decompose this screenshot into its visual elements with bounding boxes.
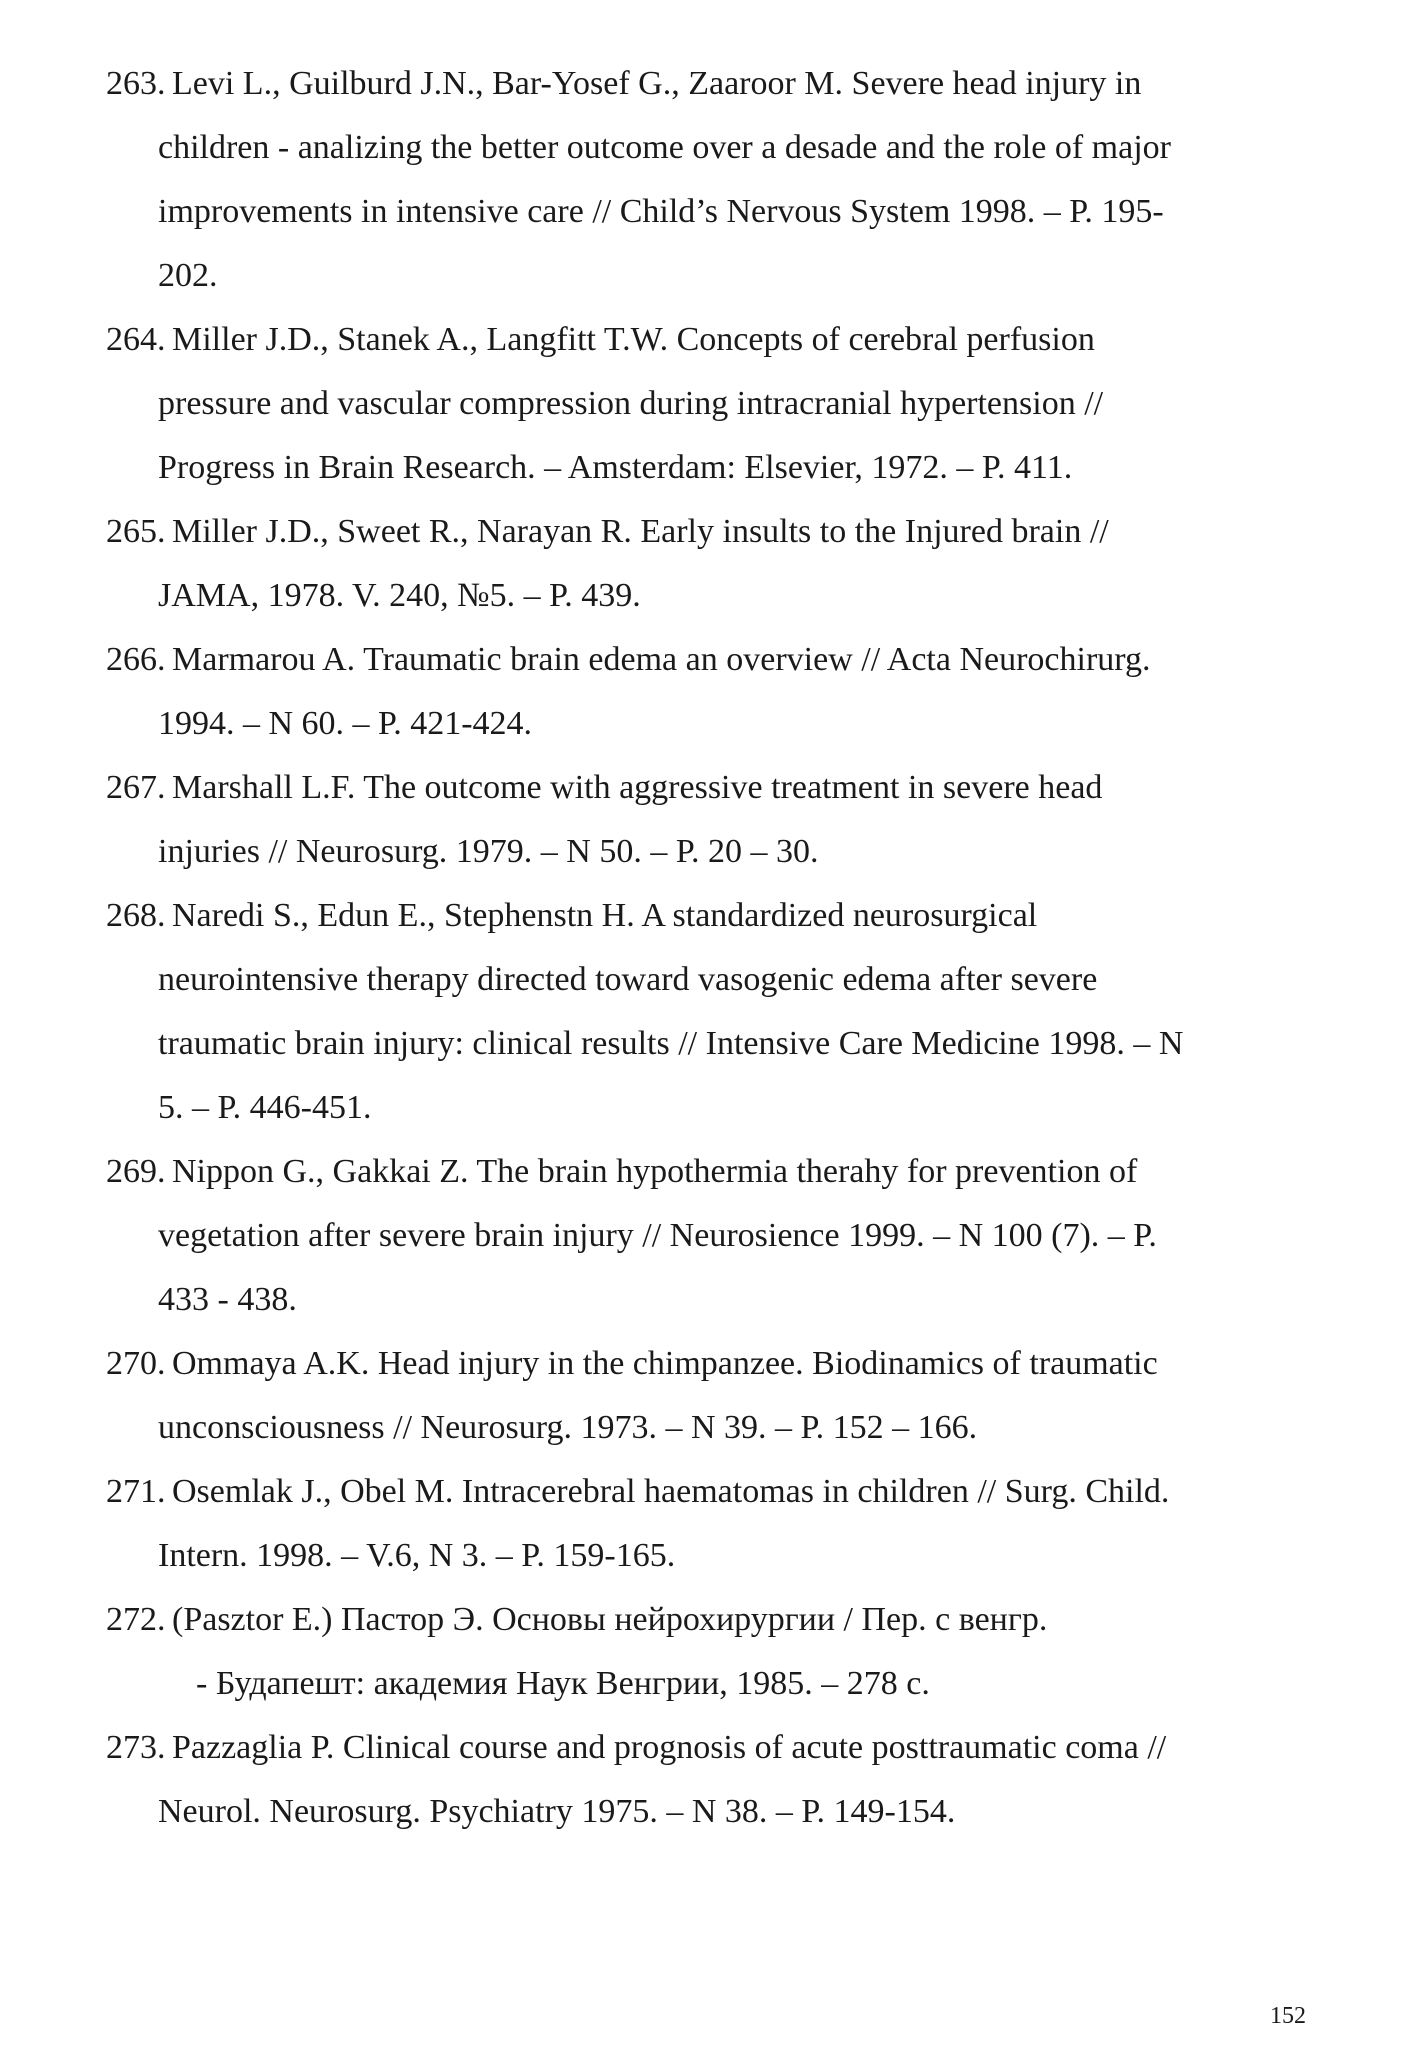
reference-first-line — [0, 1588, 1414, 1652]
reference-continuation-line: children - analizing the better outcome over a desade and the role of major — [158, 129, 1171, 166]
reference-number: 268. — [106, 897, 166, 934]
reference-first-line — [0, 500, 1414, 564]
reference-continuation-line: 433 - 438. — [158, 1281, 297, 1318]
reference-list — [0, 52, 1414, 1844]
reference-continuation-line: injuries // Neurosurg. 1979. – N 50. – P. 20 – 30. — [158, 833, 819, 870]
reference-item — [0, 1460, 1414, 1588]
reference-number: 272. — [106, 1601, 166, 1638]
reference-continuation-line: 5. – P. 446-451. — [158, 1089, 372, 1126]
reference-text: Miller J.D., Sweet R., Narayan R. Early insults to the Injured brain // — [172, 513, 1109, 550]
reference-text: Nippon G., Gakkai Z. The brain hypothermia therahy for prevention of — [172, 1153, 1138, 1190]
reference-number: 263. — [106, 65, 166, 102]
reference-continuation-line: neurointensive therapy directed toward vasogenic edema after severe — [158, 961, 1098, 998]
reference-continuation-line: traumatic brain injury: clinical results // Intensive Care Medicine 1998. – N — [158, 1025, 1184, 1062]
reference-item — [0, 1332, 1414, 1460]
reference-first-line — [0, 884, 1414, 948]
reference-item — [0, 1588, 1414, 1716]
reference-continuation-line: improvements in intensive care // Child’s Nervous System 1998. – P. 195- — [158, 193, 1164, 230]
reference-first-line — [0, 1140, 1414, 1204]
reference-item — [0, 756, 1414, 884]
reference-text: Naredi S., Edun E., Stephenstn H. A standardized neurosurgical — [172, 897, 1038, 934]
reference-number: 269. — [106, 1153, 166, 1190]
reference-number: 267. — [106, 769, 166, 806]
reference-number: 264. — [106, 321, 166, 358]
reference-continuation-line: Neurol. Neurosurg. Psychiatry 1975. – N 38. – P. 149-154. — [158, 1793, 956, 1830]
reference-number: 270. — [106, 1345, 166, 1382]
reference-continuation-line: 1994. – N 60. – P. 421-424. — [158, 705, 533, 742]
reference-first-line — [0, 52, 1414, 116]
reference-text: Marshall L.F. The outcome with aggressive treatment in severe head — [172, 769, 1103, 806]
reference-item — [0, 1140, 1414, 1332]
reference-first-line — [0, 1460, 1414, 1524]
page-number: 152 — [1270, 2003, 1306, 2029]
reference-text: (Pasztor E.) Пастор Э. Основы нейрохирургии / Пер. с венгр. — [172, 1601, 1048, 1638]
reference-first-line — [0, 628, 1414, 692]
reference-number: 265. — [106, 513, 166, 550]
reference-item — [0, 500, 1414, 628]
reference-item — [0, 308, 1414, 500]
reference-text: Marmarou A. Traumatic brain edema an overview // Acta Neurochirurg. — [172, 641, 1151, 678]
reference-number: 266. — [106, 641, 166, 678]
reference-continuation-line: 202. — [158, 257, 218, 294]
reference-text: Pazzaglia P. Clinical course and prognosis of acute posttraumatic coma // — [172, 1729, 1167, 1766]
reference-item — [0, 52, 1414, 308]
reference-number: 273. — [106, 1729, 166, 1766]
reference-continuation-line: JAMA, 1978. V. 240, №5. – P. 439. — [158, 577, 641, 614]
reference-first-line — [0, 756, 1414, 820]
reference-first-line — [0, 308, 1414, 372]
reference-item — [0, 628, 1414, 756]
reference-continuation-line: pressure and vascular compression during intracranial hypertension // — [158, 385, 1104, 422]
reference-first-line — [0, 1716, 1414, 1780]
reference-item — [0, 1716, 1414, 1844]
reference-number: 271. — [106, 1473, 166, 1510]
reference-continuation-line: Progress in Brain Research. – Amsterdam: Elsevier, 1972. – P. 411. — [158, 449, 1073, 486]
reference-text: Osemlak J., Obel M. Intracerebral haematomas in children // Surg. Child. — [172, 1473, 1170, 1510]
reference-continuation-line: Intern. 1998. – V.6, N 3. – P. 159-165. — [158, 1537, 676, 1574]
reference-text: Miller J.D., Stanek A., Langfitt T.W. Concepts of cerebral perfusion — [172, 321, 1095, 358]
reference-item — [0, 884, 1414, 1140]
reference-text: Ommaya A.K. Head injury in the chimpanzee. Biodinamics of traumatic — [172, 1345, 1158, 1382]
reference-continuation-line: - Будапешт: академия Наук Венгрии, 1985. – 278 с. — [196, 1665, 930, 1702]
reference-text: Levi L., Guilburd J.N., Bar-Yosef G., Zaaroor M. Severe head injury in — [172, 65, 1142, 102]
reference-continuation-line: vegetation after severe brain injury // Neurosience 1999. – N 100 (7). – P. — [158, 1217, 1157, 1254]
reference-first-line — [0, 1332, 1414, 1396]
reference-continuation-line: unconsciousness // Neurosurg. 1973. – N 39. – P. 152 – 166. — [158, 1409, 978, 1446]
